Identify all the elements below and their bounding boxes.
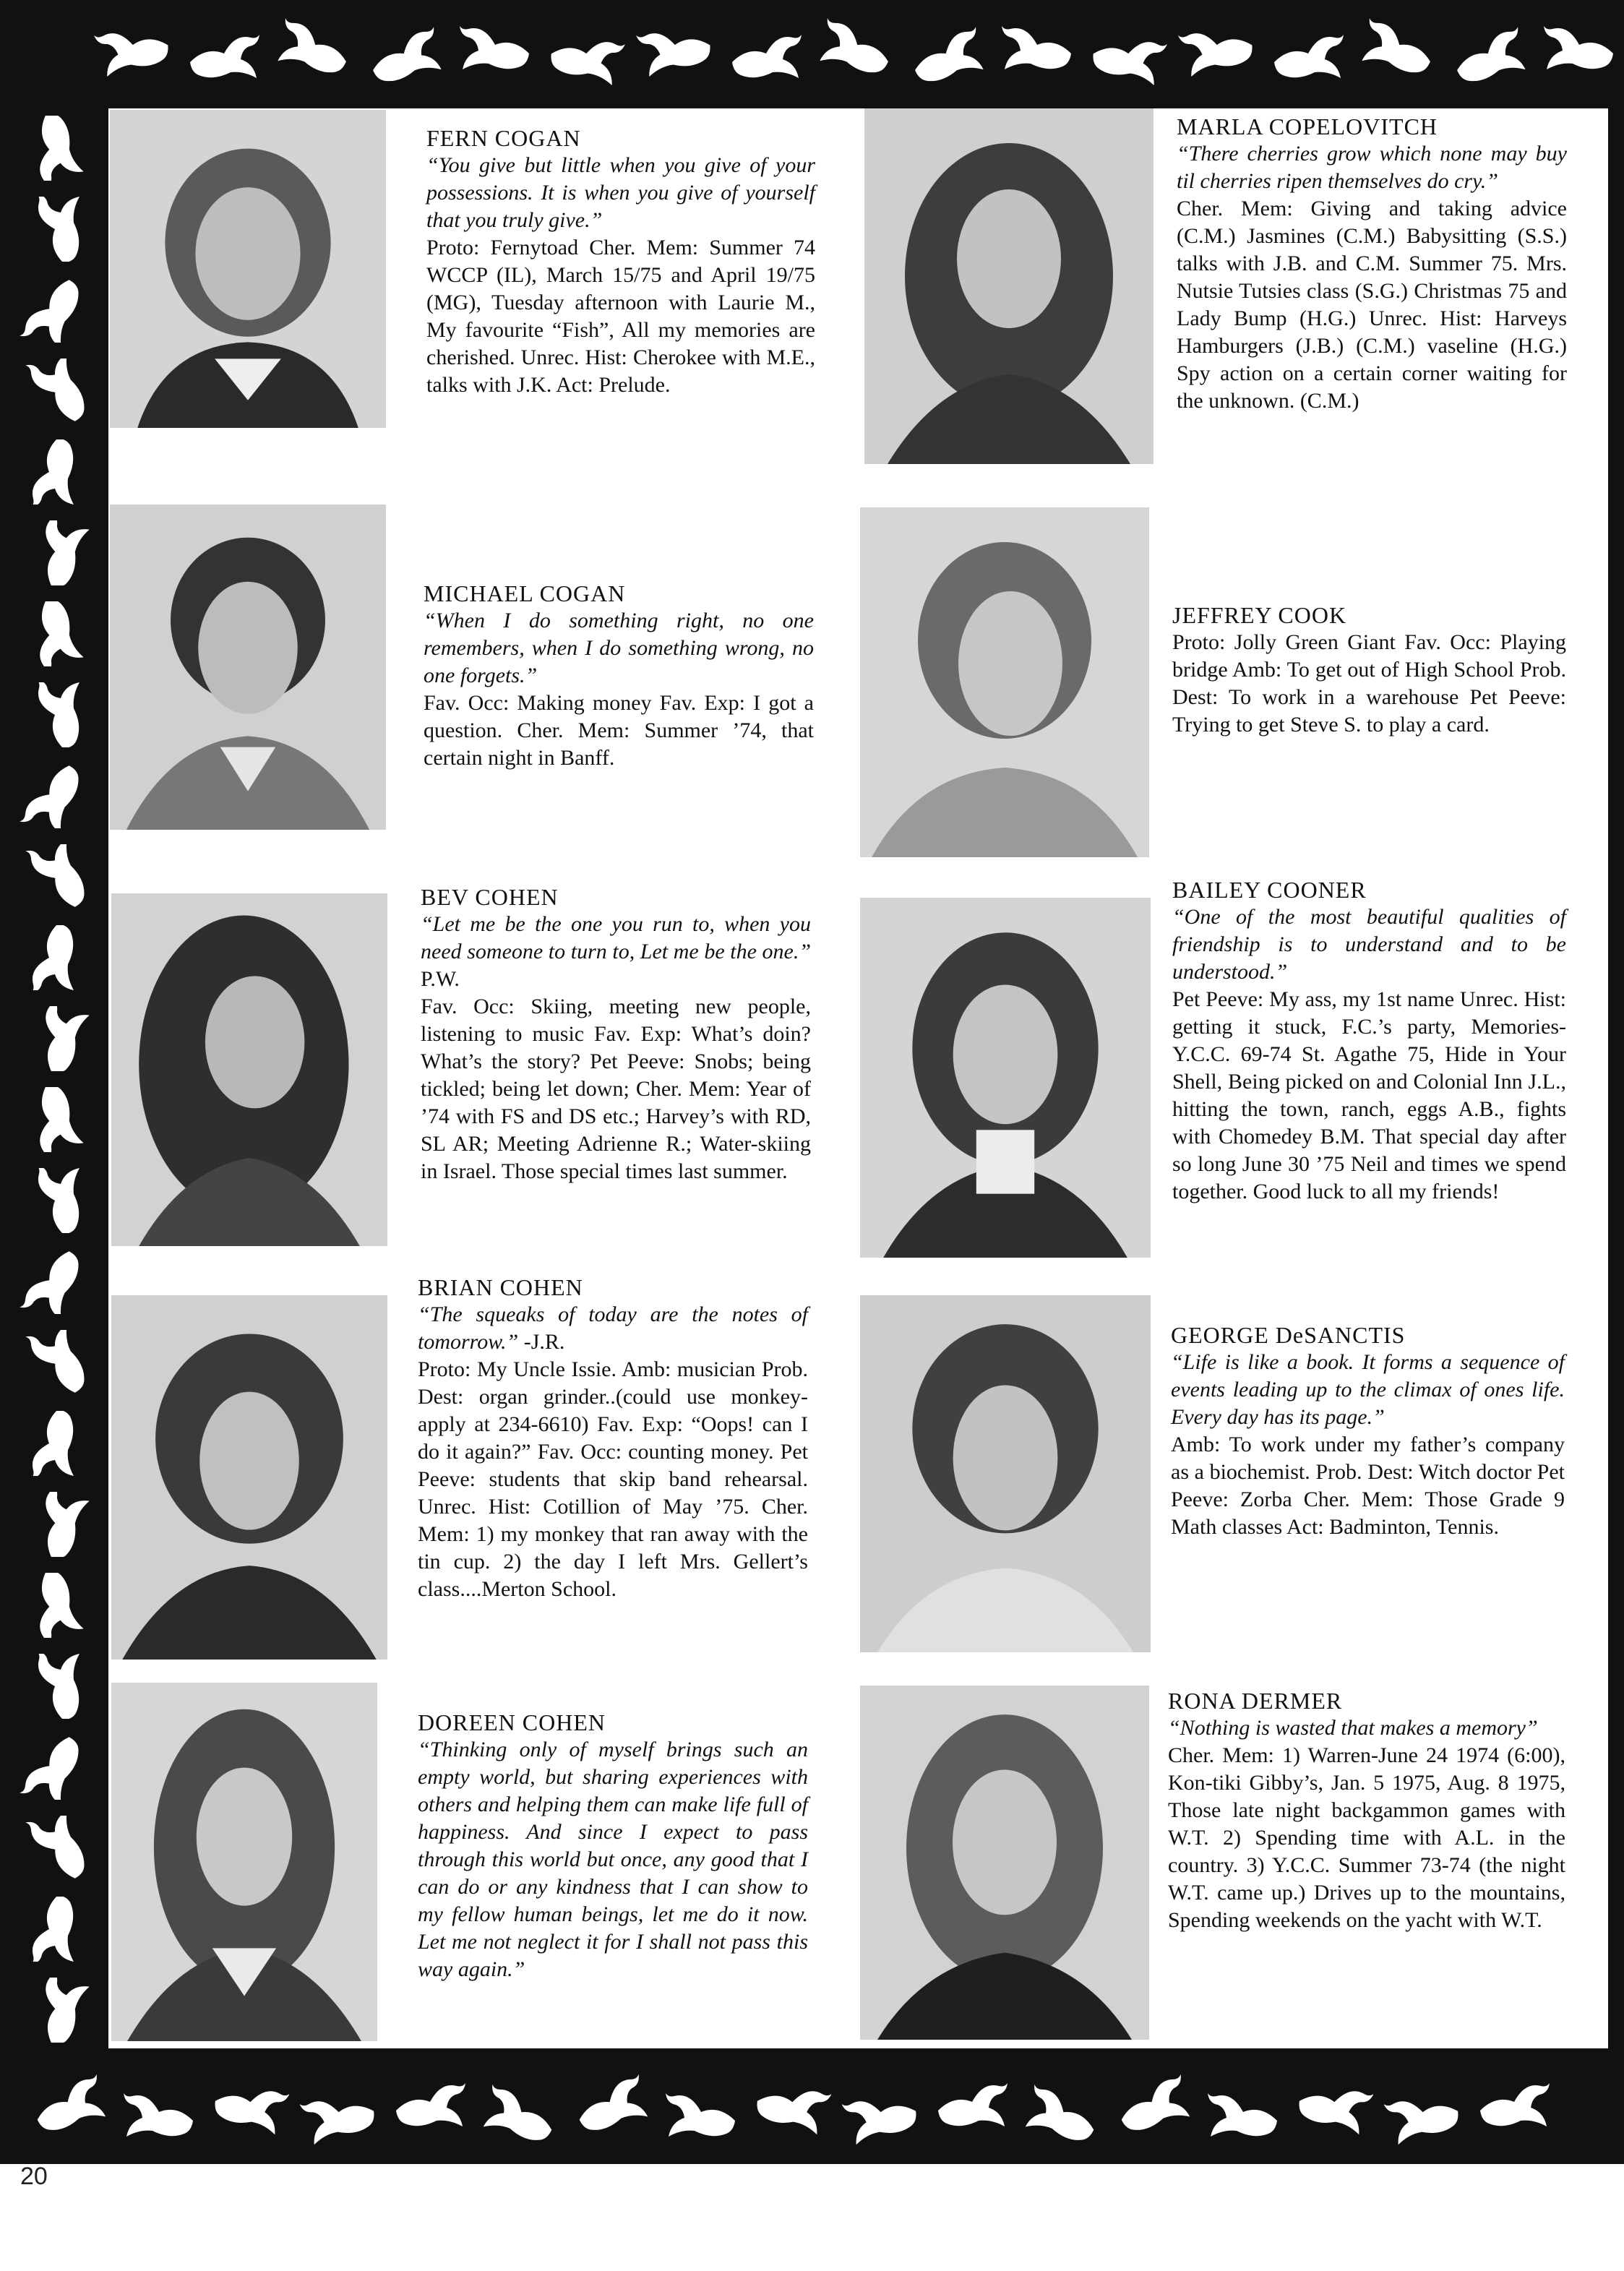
student-details: Cher. Mem: Giving and taking advice (C.M.) Jasmines (C.M.) Babysitting (S.S.) talks with J.B. and C.M. Summer 75. Mrs. Nutsie Tutsies class (S.G.) Christmas 75 and Lady Bump (H.G.) Unrec. Hist: Harveys Hamburgers (J.B.) (C.M.) vaseline (H.G.) Spy action on a certain corner waiting for the unknown. (C.M.): [1177, 197, 1567, 413]
student-name: FERN COGAN: [426, 125, 581, 151]
student-details: Pet Peeve: My ass, my 1st name Unrec. Hist: getting it stuck, F.C.’s party, Memories- Y.C.C. 69-74 St. Agathe 75, Hide in Your Shell, Being picked on and Colonial Inn J.L., hitting the town, ranch, eggs A.B., fights with Chomedey B.M. That special day after so long June 30 ’75 Neil and times we spend together. Good luck to all my friends!: [1172, 987, 1566, 1203]
goose-motif: [932, 2073, 1012, 2138]
bio-bailey-cooner: [1172, 876, 1566, 1206]
student-quote: “There cherries grow which none may buy til cherries ripen themselves do cry.”: [1177, 142, 1567, 193]
goose-motif: [13, 1735, 93, 1800]
student-name: MICHAEL COGAN: [424, 580, 626, 606]
student-details: Fav. Occ: Skiing, meeting new people, listening to music Fav. Exp: What’s doin? What’s the story? Pet Peeve: Snobs; being tickled; being let down; Cher. Mem: Year of ’74 with FS and DS etc.; Harvey’s with RD, SL AR; Meeting Adrienne R.; Water-skiing in Israel. Those special times last summer.: [421, 995, 811, 1183]
goose-motif: [907, 25, 987, 90]
student-details: Proto: Fernytoad Cher. Mem: Summer 74 WCCP (IL), March 15/75 and April 19/75 (MG), Tuesday afternoon with Laurie M., My favourite “Fish”, All my memories are cherished. Unrec. Hist: Cherokee with M.E., talks with J.K. Act: Prelude.: [426, 236, 815, 397]
bio-bev-cohen: [421, 883, 811, 1185]
portrait-image: [110, 505, 386, 830]
portrait-photo-bev-cohen: [111, 893, 387, 1246]
student-name: BRIAN COHEN: [418, 1274, 583, 1300]
goose-motif: [19, 1006, 98, 1071]
portrait-photo-george-desanctis: [860, 1295, 1151, 1652]
student-name: JEFFREY COOK: [1172, 602, 1347, 628]
portrait-image: [860, 1686, 1149, 2040]
goose-motif: [546, 25, 625, 90]
student-quote: “Thinking only of myself brings such an empty world, but sharing experiences with others and helping them can make life full of happiness. And since I expect to pass through this world but once, any good that I can do or any kindness that I can show to my fellow human beings, let me do it now. Let me not neglect it for I shall not pass this way again.”: [418, 1738, 808, 1981]
student-details: Fav. Occ: Making money Fav. Exp: I got a question. Cher. Mem: Summer ’74, that certain night in Banff.: [424, 691, 814, 770]
goose-motif: [1359, 16, 1438, 81]
goose-motif: [13, 1087, 93, 1152]
quote-attribution: P.W.: [421, 967, 460, 991]
student-name: BEV COHEN: [421, 884, 559, 910]
student-quote: “Let me be the one you run to, when you need someone to turn to, Let me be the one.”: [421, 912, 811, 963]
portrait-photo-doreen-cohen: [111, 1683, 377, 2041]
goose-motif: [571, 2073, 650, 2138]
portrait-photo-jeffrey-cook: [860, 507, 1149, 857]
goose-motif: [1088, 25, 1167, 90]
student-quote: “Life is like a book. It forms a sequence of events leading up to the climax of ones life. Every day has its page.”: [1171, 1350, 1565, 1429]
goose-motif: [1023, 2083, 1102, 2148]
goose-motif: [275, 16, 354, 81]
portrait-image: [111, 1683, 377, 2041]
goose-motif: [636, 16, 716, 81]
student-details: Amb: To work under my father’s company as a biochemist. Prob. Dest: Witch doctor Pet Peeve: Zorba Cher. Mem: Those Grade 9 Math classes Act: Badminton, Tennis.: [1171, 1433, 1565, 1539]
goose-motif: [1449, 25, 1529, 90]
bio-jeffrey-cook: [1172, 601, 1566, 739]
portrait-image: [860, 898, 1151, 1258]
goose-motif: [1113, 2073, 1193, 2138]
goose-motif: [19, 844, 98, 909]
student-quote: “Nothing is wasted that makes a memory”: [1168, 1716, 1538, 1740]
goose-motif: [19, 1654, 98, 1719]
student-name: BAILEY COONER: [1172, 877, 1367, 903]
bio-rona-dermer: [1168, 1687, 1565, 1934]
portrait-photo-bailey-cooner: [860, 898, 1151, 1258]
goose-motif: [481, 2083, 560, 2148]
student-details: Proto: My Uncle Issie. Amb: musician Prob. Dest: organ grinder..(could use monkey-apply at 234-6610) Fav. Exp: “Oops! can I do it again?” Fav. Occ: counting money. Pet Peeve: students that skip band rehearsal. Unrec. Hist: Cotillion of May ’75. Cher. Mem: 1) my monkey that ran away with the tin cup. 2) the day I left Mrs. Gellert’s class....Merton School.: [418, 1357, 808, 1601]
portrait-image: [860, 1295, 1151, 1652]
goose-motif: [13, 1411, 93, 1476]
goose-motif: [19, 1978, 98, 2043]
student-quote: “When I do something right, no one remembers, when I do something wrong, no one forgets.”: [424, 609, 814, 687]
goose-motif: [300, 2083, 379, 2148]
student-quote: “The squeaks of today are the notes of tomorrow.”: [418, 1302, 808, 1354]
bio-brian-cohen: [418, 1274, 808, 1603]
student-name: RONA DERMER: [1168, 1688, 1343, 1714]
decorative-border-right: [1608, 0, 1624, 2164]
goose-motif: [1384, 2083, 1464, 2148]
goose-motif: [119, 2083, 199, 2148]
goose-motif: [94, 16, 173, 81]
goose-motif: [19, 359, 98, 424]
goose-motif: [184, 25, 264, 90]
goose-motif: [13, 278, 93, 343]
goose-motif: [1539, 16, 1619, 81]
goose-motif: [1294, 2073, 1373, 2138]
goose-motif: [13, 1897, 93, 1962]
bio-fern-cogan: [426, 124, 815, 399]
student-name: MARLA COPELOVITCH: [1177, 113, 1438, 139]
student-details: Proto: Jolly Green Giant Fav. Occ: Playing bridge Amb: To get out of High School Prob. Dest: To work in a warehouse Pet Peeve: Trying to get Steve S. to play a card.: [1172, 630, 1566, 737]
goose-motif: [1178, 16, 1258, 81]
goose-motif: [13, 1249, 93, 1314]
student-details: Cher. Mem: 1) Warren-June 24 1974 (6:00), Kon-tiki Gibby’s, Jan. 5 1975, Aug. 8 1975, Those late night backgammon games with W.T. 2) Spending time with A.L. in the country. 3) Y.C.C. Summer 73-74 (the night W.T. came up.) Drives up to the mountains, Spending weekends on the yacht with W.T.: [1168, 1743, 1565, 1932]
student-name: DOREEN COHEN: [418, 1709, 606, 1735]
goose-motif: [13, 925, 93, 990]
goose-motif: [13, 116, 93, 181]
portrait-image: [111, 1295, 387, 1660]
goose-motif: [29, 2073, 108, 2138]
goose-motif: [1474, 2073, 1554, 2138]
goose-motif: [19, 1492, 98, 1557]
portrait-photo-fern-cogan: [110, 110, 386, 428]
goose-motif: [13, 1573, 93, 1638]
bio-michael-cogan: [424, 580, 814, 772]
goose-motif: [13, 601, 93, 666]
goose-motif: [1203, 2083, 1283, 2148]
goose-motif: [210, 2073, 289, 2138]
goose-motif: [13, 763, 93, 828]
goose-motif: [1268, 25, 1348, 90]
portrait-image: [860, 507, 1149, 857]
goose-motif: [817, 16, 896, 81]
goose-motif: [390, 2073, 470, 2138]
goose-motif: [842, 2083, 921, 2148]
goose-motif: [19, 1330, 98, 1395]
goose-motif: [726, 25, 806, 90]
goose-motif: [19, 1816, 98, 1881]
portrait-photo-marla-copelovitch: [864, 108, 1153, 464]
student-quote: “You give but little when you give of your possessions. It is when you give of yourself that you truly give.”: [426, 153, 815, 232]
goose-motif: [19, 520, 98, 585]
goose-motif: [661, 2083, 741, 2148]
goose-motif: [365, 25, 444, 90]
portrait-photo-rona-dermer: [860, 1686, 1149, 2040]
portrait-photo-michael-cogan: [110, 505, 386, 830]
quote-attribution: -J.R.: [518, 1330, 565, 1354]
page-number: 20: [20, 2163, 48, 2190]
portrait-image: [111, 893, 387, 1246]
goose-motif: [455, 16, 535, 81]
goose-motif: [13, 439, 93, 505]
portrait-photo-brian-cohen: [111, 1295, 387, 1660]
bio-doreen-cohen: [418, 1709, 808, 1983]
bio-george-desanctis: [1171, 1321, 1565, 1541]
goose-motif: [19, 197, 98, 262]
goose-motif: [997, 16, 1077, 81]
bio-marla-copelovitch: [1177, 113, 1567, 415]
portrait-image: [864, 108, 1153, 464]
portrait-image: [110, 110, 386, 428]
goose-motif: [752, 2073, 831, 2138]
goose-motif: [19, 1168, 98, 1233]
student-quote: “One of the most beautiful qualities of friendship is to understand and to be understood.”: [1172, 905, 1566, 984]
goose-motif: [19, 682, 98, 747]
student-name: GEORGE DeSANCTIS: [1171, 1322, 1406, 1348]
